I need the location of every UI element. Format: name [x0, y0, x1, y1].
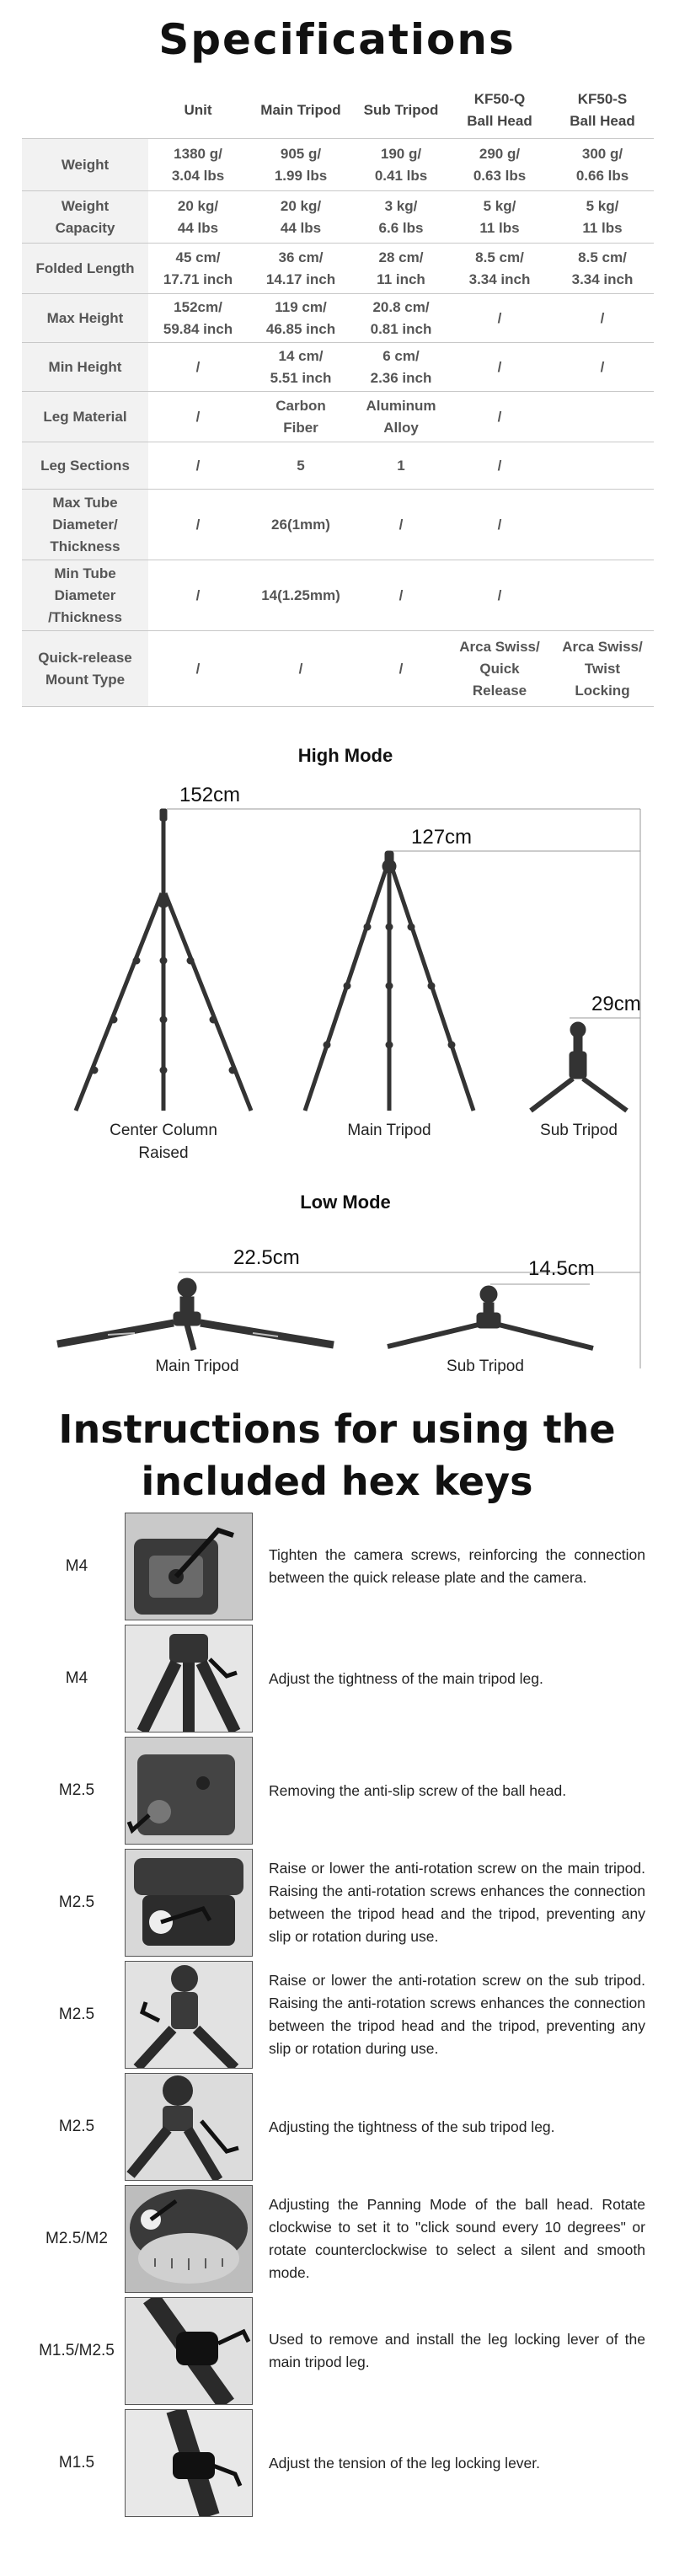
table-cell: 5: [248, 442, 354, 490]
table-cell: /: [448, 294, 551, 343]
instruction-text: Adjusting the tightness of the sub tripod leg.: [269, 2118, 555, 2135]
table-cell: /: [148, 560, 248, 631]
low-sub-tripod: [388, 1286, 593, 1348]
leg-lock-lever-photo: [125, 2297, 253, 2405]
instruction-row: [30, 1513, 645, 1620]
height-label-main-tripod: 127cm: [411, 826, 473, 849]
high-mode-title: High Mode: [297, 745, 393, 766]
tripod-center-column-raised: [76, 809, 251, 1111]
table-row: [22, 560, 654, 631]
table-cell: /: [448, 490, 551, 560]
hex-key-size: M2.5: [58, 2118, 95, 2135]
ball-head-plate-photo: [125, 1737, 253, 1845]
low-mode-title: Low Mode: [300, 1192, 391, 1213]
header-cell-kf50s: KF50-S Ball Head: [570, 91, 635, 129]
hex-key-size: M1.5: [58, 2454, 95, 2472]
caption-low-main-tripod: Main Tripod: [155, 1358, 239, 1375]
hex-key-size: M4: [65, 1669, 88, 1687]
table-cell: 6 cm/ 2.36 inch: [354, 343, 448, 392]
table-cell: /: [148, 490, 248, 560]
row-label: Leg Material: [22, 392, 148, 442]
table-cell: 300 g/ 0.66 lbs: [551, 139, 654, 191]
row-label: Max Tube Diameter/ Thickness: [22, 490, 148, 560]
instruction-text: Used to remove and install the leg locking lever of the main tripod leg.: [269, 2331, 645, 2370]
table-cell: /: [448, 392, 551, 442]
table-cell: /: [354, 490, 448, 560]
table-cell: 5 kg/ 11 lbs: [551, 191, 654, 244]
header-cell-unit: Unit: [184, 102, 212, 118]
hex-key-size: M1.5/M2.5: [39, 2342, 115, 2359]
table-cell: /: [354, 631, 448, 707]
table-cell: /: [448, 560, 551, 631]
hex-key-size: M2.5/M2: [45, 2230, 108, 2247]
row-label: Quick-release Mount Type: [22, 631, 148, 707]
panning-dial-photo: [125, 2185, 253, 2293]
instruction-row: [30, 1961, 645, 2069]
tripod-height-diagram: [0, 725, 674, 1382]
height-label-low-main: 22.5cm: [233, 1246, 300, 1269]
instruction-text: Tighten the camera screws, reinforcing the connection between the quick release plate and the camera.: [269, 1546, 645, 1586]
table-cell: /: [148, 631, 248, 707]
caption-low-sub-tripod: Sub Tripod: [447, 1358, 524, 1375]
table-cell: /: [248, 631, 354, 707]
table-row: [22, 139, 654, 191]
table-cell: 14(1.25mm): [248, 560, 354, 631]
table-cell: Aluminum Alloy: [354, 392, 448, 442]
instruction-row: [30, 2409, 645, 2517]
table-cell: [551, 392, 654, 442]
tripod-sub: [531, 1022, 627, 1111]
table-cell: 36 cm/ 14.17 inch: [248, 244, 354, 294]
sub-tripod-leg-photo: [125, 2073, 253, 2181]
row-label: Folded Length: [22, 244, 148, 294]
low-main-tripod: [57, 1278, 334, 1350]
hex-key-size: M2.5: [58, 2006, 95, 2023]
height-label-sub-tripod: 29cm: [591, 993, 641, 1015]
table-cell: /: [148, 392, 248, 442]
caption-center-column-raised: Center Column Raised: [110, 1122, 217, 1162]
table-cell: 14 cm/ 5.51 inch: [248, 343, 354, 392]
table-cell: 1: [354, 442, 448, 490]
table-cell: 45 cm/ 17.71 inch: [148, 244, 248, 294]
hex-key-size: M2.5: [58, 1781, 95, 1799]
instruction-row: [30, 2297, 645, 2405]
table-cell: Arca Swiss/ Quick Release: [448, 631, 551, 707]
table-cell: 20.8 cm/ 0.81 inch: [354, 294, 448, 343]
tripod-illustrations: [0, 725, 674, 1382]
table-row: [22, 490, 654, 560]
table-cell: [551, 490, 654, 560]
table-row: [22, 244, 654, 294]
instruction-row: [30, 1737, 645, 1845]
lever-tension-photo: [125, 2409, 253, 2517]
caption-main-tripod: Main Tripod: [347, 1122, 431, 1139]
table-cell: [551, 560, 654, 631]
instruction-text: Adjust the tension of the leg locking lever.: [269, 2454, 541, 2472]
header-cell-sub-tripod: Sub Tripod: [363, 102, 439, 118]
tripod-main: [305, 851, 473, 1111]
table-cell: 20 kg/ 44 lbs: [248, 191, 354, 244]
table-cell: 119 cm/ 46.85 inch: [248, 294, 354, 343]
table-cell: 152cm/ 59.84 inch: [148, 294, 248, 343]
table-cell: 8.5 cm/ 3.34 inch: [551, 244, 654, 294]
tripod-leg-joint-photo: [125, 1625, 253, 1733]
header-cell-empty: [22, 83, 148, 139]
specifications-table: [22, 83, 654, 707]
table-cell: 8.5 cm/ 3.34 inch: [448, 244, 551, 294]
table-cell: /: [551, 294, 654, 343]
table-cell: /: [354, 560, 448, 631]
height-label-center-column: 152cm: [179, 784, 241, 806]
table-cell: 26(1mm): [248, 490, 354, 560]
table-cell: 28 cm/ 11 inch: [354, 244, 448, 294]
hex-key-size: M2.5: [58, 1893, 95, 1911]
caption-sub-tripod: Sub Tripod: [540, 1122, 618, 1139]
instruction-row: [30, 1625, 645, 1733]
specifications-title: Specifications: [158, 15, 516, 64]
table-cell: [551, 442, 654, 490]
camera-plate-hex-photo: [125, 1513, 253, 1620]
row-label: Max Height: [22, 294, 148, 343]
instructions-title: Instructions for using the included hex keys: [58, 1406, 616, 1504]
table-cell: /: [448, 343, 551, 392]
table-row: [22, 343, 654, 392]
table-cell: 5 kg/ 11 lbs: [448, 191, 551, 244]
table-cell: /: [551, 343, 654, 392]
table-cell: 20 kg/ 44 lbs: [148, 191, 248, 244]
table-row: [22, 442, 654, 490]
table-cell: 1380 g/ 3.04 lbs: [148, 139, 248, 191]
instruction-text: Raise or lower the anti-rotation screw on the sub tripod. Raising the anti-rotation screws enhances the connection between the tripod head and the tripod, preventing any slip or rotation during use.: [269, 1972, 645, 2057]
table-cell: 3 kg/ 6.6 lbs: [354, 191, 448, 244]
table-cell: Arca Swiss/ Twist Locking: [551, 631, 654, 707]
instruction-row: [30, 2185, 645, 2293]
instruction-row: [30, 1849, 645, 1957]
row-label: Min Height: [22, 343, 148, 392]
header-cell-kf50q: KF50-Q Ball Head: [467, 91, 532, 129]
row-label: Min Tube Diameter /Thickness: [22, 560, 148, 631]
table-cell: 905 g/ 1.99 lbs: [248, 139, 354, 191]
row-label: Leg Sections: [22, 442, 148, 490]
table-cell: 190 g/ 0.41 lbs: [354, 139, 448, 191]
table-row: [22, 294, 654, 343]
table-header-row: [22, 83, 654, 139]
height-label-low-sub: 14.5cm: [528, 1257, 595, 1280]
instruction-row: [30, 2073, 645, 2181]
table-cell: 290 g/ 0.63 lbs: [448, 139, 551, 191]
sub-tripod-screw-photo: [125, 1961, 253, 2069]
table-row: [22, 631, 654, 707]
table-row: [22, 392, 654, 442]
instruction-text: Adjusting the Panning Mode of the ball head. Rotate clockwise to set it to "click sound every 10 degrees" or rotate counterclockwise to select a silent and smooth mode.: [269, 2196, 645, 2281]
row-label: Weight Capacity: [22, 191, 148, 244]
table-cell: /: [448, 442, 551, 490]
table-cell: /: [148, 343, 248, 392]
instruction-text: Removing the anti-slip screw of the ball head.: [269, 1781, 567, 1799]
row-label: Weight: [22, 139, 148, 191]
instruction-text: Raise or lower the anti-rotation screw on the main tripod. Raising the anti-rotation screws enhances the connection between the tripod head and the tripod, preventing any slip or rotation during use.: [269, 1860, 645, 1945]
table-cell: Carbon Fiber: [248, 392, 354, 442]
instruction-text: Adjust the tightness of the main tripod leg.: [269, 1669, 543, 1687]
header-cell-main-tripod: Main Tripod: [260, 102, 341, 118]
main-tripod-screw-photo: [125, 1849, 253, 1957]
table-row: [22, 191, 654, 244]
hex-key-size: M4: [65, 1557, 88, 1575]
table-cell: /: [148, 442, 248, 490]
